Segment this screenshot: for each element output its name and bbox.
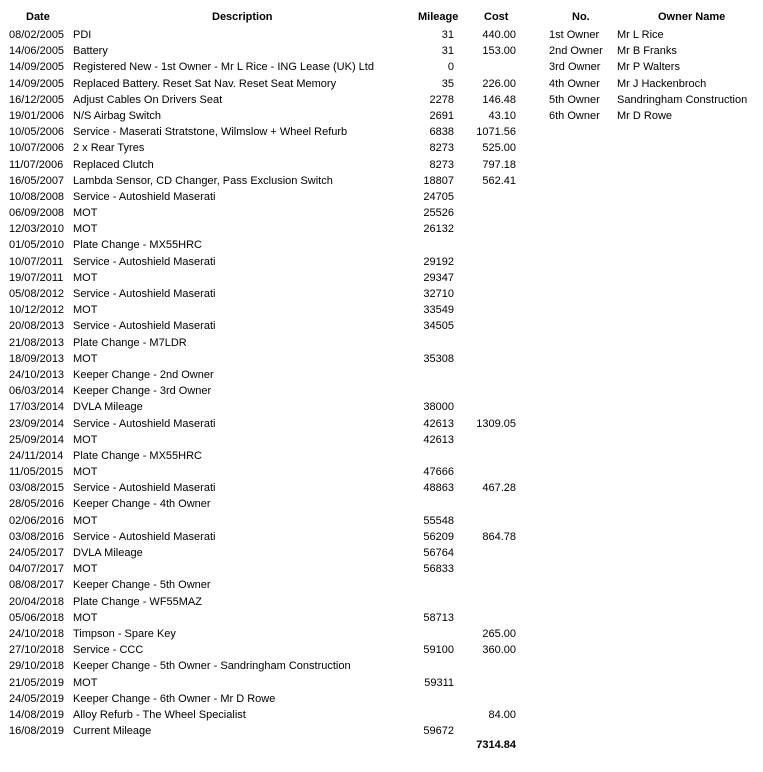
description-cell[interactable]: Plate Change - WF55MAZ <box>73 595 202 608</box>
description-cell[interactable]: DVLA Mileage <box>73 401 143 414</box>
table-row <box>0 205 530 221</box>
cost-cell[interactable]: 226.00 <box>482 77 516 90</box>
owner-row <box>549 27 759 43</box>
date-cell[interactable]: 14/09/2005 <box>9 77 65 90</box>
table-row <box>0 221 530 237</box>
description-cell[interactable]: Battery <box>73 45 108 58</box>
table-row <box>0 545 530 561</box>
owner-row <box>549 108 759 124</box>
mileage-cell[interactable]: 33549 <box>423 304 454 317</box>
description-cell[interactable]: MOT <box>73 433 98 446</box>
owners-table <box>549 27 759 124</box>
description-cell[interactable]: MOT <box>73 271 98 284</box>
date-cell[interactable]: 01/05/2010 <box>9 239 65 252</box>
table-row <box>0 464 530 480</box>
description-cell[interactable]: 2 x Rear Tyres <box>73 142 145 155</box>
date-cell[interactable]: 12/03/2010 <box>9 223 65 236</box>
table-row <box>0 173 530 189</box>
owner-name-cell[interactable]: Sandringham Construction <box>617 93 748 106</box>
mileage-cell[interactable]: 25526 <box>423 207 454 220</box>
cost-cell[interactable]: 265.00 <box>482 627 516 640</box>
owner-name-cell[interactable]: Mr J Hackenbroch <box>617 77 707 90</box>
table-row <box>0 286 530 302</box>
date-cell[interactable]: 06/09/2008 <box>9 207 65 220</box>
date-cell[interactable]: 02/06/2016 <box>9 514 65 527</box>
mileage-cell[interactable]: 24705 <box>423 190 454 203</box>
date-cell[interactable]: 08/08/2017 <box>9 579 65 592</box>
table-row <box>0 691 530 707</box>
description-cell[interactable]: Replaced Clutch <box>73 158 154 171</box>
mileage-cell[interactable]: 32710 <box>423 288 454 300</box>
cost-cell[interactable]: 797.18 <box>482 158 516 171</box>
mileage-cell[interactable]: 47666 <box>423 466 454 479</box>
mileage-cell[interactable]: 2278 <box>429 93 454 106</box>
mileage-cell[interactable]: 31 <box>441 29 454 41</box>
table-row <box>0 496 530 512</box>
mileage-cell[interactable]: 35 <box>441 77 454 90</box>
owner-row <box>549 76 759 92</box>
date-cell[interactable]: 23/09/2014 <box>9 417 65 430</box>
mileage-cell[interactable]: 2691 <box>429 109 454 122</box>
date-cell[interactable]: 24/11/2014 <box>9 449 64 462</box>
date-cell[interactable]: 19/01/2006 <box>9 109 65 122</box>
cost-cell[interactable]: 1309.05 <box>476 417 516 430</box>
date-cell[interactable]: 28/05/2016 <box>9 498 65 511</box>
table-row <box>0 513 530 529</box>
mileage-cell[interactable]: 59672 <box>423 725 454 738</box>
date-cell[interactable]: 16/05/2007 <box>9 174 65 187</box>
table-row <box>0 157 530 173</box>
description-cell[interactable]: Service - Autoshield Maserati <box>73 320 216 333</box>
owner-row <box>549 59 759 75</box>
description-cell[interactable]: MOT <box>73 611 98 624</box>
mileage-cell[interactable]: 59100 <box>423 644 454 657</box>
owner-no-cell[interactable]: 1st Owner <box>549 29 600 41</box>
table-row <box>0 124 530 140</box>
table-row <box>0 675 530 691</box>
table-row <box>0 577 530 593</box>
date-cell[interactable]: 10/08/2008 <box>9 190 65 203</box>
owner-no-cell[interactable]: 6th Owner <box>549 109 600 122</box>
date-cell[interactable]: 14/06/2005 <box>9 45 65 58</box>
mileage-cell[interactable]: 35308 <box>423 352 454 365</box>
mileage-cell[interactable]: 59311 <box>424 676 454 689</box>
description-cell[interactable]: Keeper Change - 3rd Owner <box>73 385 212 398</box>
table-row <box>0 335 530 351</box>
description-cell[interactable]: PDI <box>73 29 92 41</box>
table-row <box>0 480 530 496</box>
date-cell[interactable]: 10/05/2006 <box>9 126 65 139</box>
cost-cell[interactable]: 43.10 <box>488 109 516 122</box>
cost-cell[interactable]: 440.00 <box>482 29 516 41</box>
description-cell[interactable]: N/S Airbag Switch <box>73 109 162 122</box>
date-cell[interactable]: 16/08/2019 <box>9 725 65 738</box>
table-row <box>0 189 530 205</box>
date-cell[interactable]: 05/06/2018 <box>9 611 65 624</box>
date-cell[interactable]: 29/10/2018 <box>9 660 65 673</box>
description-cell[interactable]: Keeper Change - 2nd Owner <box>73 368 214 381</box>
date-cell[interactable]: 19/07/2011 <box>9 271 64 284</box>
table-row <box>0 92 530 108</box>
header-mileage[interactable]: Mileage <box>418 11 459 23</box>
mileage-cell[interactable]: 55548 <box>423 514 454 527</box>
description-cell[interactable]: MOT <box>73 466 98 479</box>
date-cell[interactable]: 17/03/2014 <box>9 401 65 414</box>
mileage-cell[interactable]: 38000 <box>423 401 454 414</box>
date-cell[interactable]: 03/08/2015 <box>9 482 65 495</box>
header-description[interactable]: Description <box>212 11 273 23</box>
description-cell[interactable]: Service - CCC <box>73 644 144 657</box>
description-cell[interactable]: Keeper Change - 4th Owner <box>73 498 211 511</box>
table-row <box>0 432 530 448</box>
date-cell[interactable]: 24/10/2013 <box>9 368 65 381</box>
table-row <box>0 27 530 43</box>
table-row <box>0 43 530 59</box>
mileage-cell[interactable]: 56764 <box>423 547 454 559</box>
table-row <box>0 76 530 92</box>
description-cell[interactable]: Keeper Change - 5th Owner <box>73 579 211 592</box>
mileage-cell[interactable]: 58713 <box>423 611 454 624</box>
cost-cell[interactable]: 153.00 <box>482 45 516 58</box>
owner-no-cell[interactable]: 5th Owner <box>549 93 600 106</box>
table-row <box>0 658 530 674</box>
table-row <box>0 626 530 642</box>
date-cell[interactable]: 27/10/2018 <box>9 644 65 657</box>
description-cell[interactable]: MOT <box>73 207 98 220</box>
owner-row <box>549 92 759 108</box>
description-cell[interactable]: Current Mileage <box>73 725 152 738</box>
description-cell[interactable]: Adjust Cables On Drivers Seat <box>73 93 223 106</box>
date-cell[interactable]: 20/08/2013 <box>9 320 65 333</box>
table-row <box>0 270 530 286</box>
table-row <box>0 610 530 626</box>
mileage-cell[interactable]: 42613 <box>423 417 454 430</box>
table-row <box>0 723 530 739</box>
date-cell[interactable]: 21/08/2013 <box>9 336 65 349</box>
description-cell[interactable]: Alloy Refurb - The Wheel Specialist <box>73 708 246 721</box>
table-row <box>0 416 530 432</box>
date-cell[interactable]: 25/09/2014 <box>9 433 65 446</box>
table-row <box>0 351 530 367</box>
table-row <box>0 594 530 610</box>
cost-cell[interactable]: 360.00 <box>482 644 516 657</box>
description-cell[interactable]: Plate Change - MX55HRC <box>73 449 203 462</box>
date-cell[interactable]: 08/02/2005 <box>9 29 65 41</box>
description-cell[interactable]: MOT <box>73 563 98 576</box>
owner-row <box>549 43 759 59</box>
description-cell[interactable]: DVLA Mileage <box>73 547 143 559</box>
date-cell[interactable]: 11/07/2006 <box>9 158 64 171</box>
mileage-cell[interactable]: 29347 <box>423 271 454 284</box>
mileage-cell[interactable]: 6838 <box>429 126 454 139</box>
table-row <box>0 448 530 464</box>
header-cost[interactable]: Cost <box>484 11 509 23</box>
mileage-cell[interactable]: 18807 <box>423 174 454 187</box>
description-cell[interactable]: Timpson - Spare Key <box>73 627 176 640</box>
total-cost[interactable]: 7314.84 <box>476 739 516 751</box>
date-cell[interactable]: 16/12/2005 <box>9 93 65 106</box>
description-cell[interactable]: MOT <box>73 514 98 527</box>
description-cell[interactable]: Plate Change - M7LDR <box>73 336 187 349</box>
mileage-cell[interactable]: 34505 <box>423 320 454 333</box>
description-cell[interactable]: Service - Maserati Stratstone, Wilmslow + Wheel Refurb <box>73 126 348 139</box>
table-row <box>0 108 530 124</box>
table-row <box>0 707 530 723</box>
mileage-cell[interactable]: 56209 <box>423 530 454 543</box>
table-row <box>0 529 530 545</box>
mileage-cell[interactable]: 0 <box>447 61 454 74</box>
description-cell[interactable]: Lambda Sensor, CD Changer, Pass Exclusion Switch <box>73 174 333 187</box>
description-cell[interactable]: MOT <box>73 352 98 365</box>
date-cell[interactable]: 06/03/2014 <box>9 385 65 398</box>
table-row <box>0 561 530 577</box>
table-row <box>0 318 530 334</box>
table-row <box>0 383 530 399</box>
table-row <box>0 367 530 383</box>
description-cell[interactable]: Keeper Change - 5th Owner - Sandringham Construction <box>73 660 351 673</box>
date-cell[interactable]: 14/08/2019 <box>9 708 65 721</box>
date-cell[interactable]: 20/04/2018 <box>9 595 65 608</box>
table-row <box>0 237 530 253</box>
date-cell[interactable]: 04/07/2017 <box>9 563 65 576</box>
owner-name-cell[interactable]: Mr D Rowe <box>617 109 673 122</box>
cost-cell[interactable]: 84.00 <box>488 708 516 721</box>
description-cell[interactable]: Keeper Change - 6th Owner - Mr D Rowe <box>73 692 276 705</box>
table-row <box>0 642 530 658</box>
description-cell[interactable]: Service - Autoshield Maserati <box>73 288 216 300</box>
table-row <box>0 399 530 415</box>
table-row <box>0 302 530 318</box>
description-cell[interactable]: MOT <box>73 223 98 236</box>
description-cell[interactable]: Service - Autoshield Maserati <box>73 255 216 268</box>
mileage-cell[interactable]: 48863 <box>423 482 454 495</box>
date-cell[interactable]: 03/08/2016 <box>9 530 65 543</box>
mileage-cell[interactable]: 8273 <box>429 158 454 171</box>
date-cell[interactable]: 05/08/2012 <box>9 288 65 300</box>
mileage-cell[interactable]: 8273 <box>429 142 454 155</box>
cost-cell[interactable]: 525.00 <box>482 142 516 155</box>
date-cell[interactable]: 11/05/2015 <box>9 466 64 479</box>
table-row <box>0 59 530 75</box>
header-owner-name[interactable]: Owner Name <box>658 11 726 23</box>
date-cell[interactable]: 24/05/2019 <box>9 692 65 705</box>
owner-no-cell[interactable]: 4th Owner <box>549 77 600 90</box>
date-cell[interactable]: 14/09/2005 <box>9 61 65 74</box>
cost-cell[interactable]: 146.48 <box>482 93 516 106</box>
description-cell[interactable]: Service - Autoshield Maserati <box>73 190 216 203</box>
date-cell[interactable]: 10/07/2006 <box>9 142 65 155</box>
date-cell[interactable]: 21/05/2019 <box>9 676 65 689</box>
table-row <box>0 140 530 156</box>
mileage-cell[interactable]: 26132 <box>423 223 454 236</box>
date-cell[interactable]: 10/12/2012 <box>9 304 65 317</box>
description-cell[interactable]: Plate Change - MX55HRC <box>73 239 203 252</box>
description-cell[interactable]: MOT <box>73 676 98 689</box>
header-owner-no[interactable]: No. <box>572 11 590 23</box>
owner-no-cell[interactable]: 3rd Owner <box>549 61 601 74</box>
owner-name-cell[interactable]: Mr B Franks <box>617 45 677 58</box>
description-cell[interactable]: Registered New - 1st Owner - Mr L Rice - ING Lease (UK) Ltd <box>73 61 374 74</box>
description-cell[interactable]: Service - Autoshield Maserati <box>73 417 216 430</box>
mileage-cell[interactable]: 42613 <box>423 433 454 446</box>
description-cell[interactable]: MOT <box>73 304 98 317</box>
date-cell[interactable]: 24/05/2017 <box>9 547 65 559</box>
date-cell[interactable]: 24/10/2018 <box>9 627 65 640</box>
mileage-cell[interactable]: 31 <box>441 45 454 58</box>
owner-name-cell[interactable]: Mr P Walters <box>617 61 680 74</box>
header-date[interactable]: Date <box>26 11 50 23</box>
service-history-table <box>0 27 530 739</box>
mileage-cell[interactable]: 56833 <box>423 563 454 576</box>
cost-cell[interactable]: 1071.56 <box>476 126 516 139</box>
cost-cell[interactable]: 467.28 <box>482 482 516 495</box>
date-cell[interactable]: 18/09/2013 <box>9 352 65 365</box>
description-cell[interactable]: Replaced Battery. Reset Sat Nav. Reset Seat Memory <box>73 77 337 90</box>
cost-cell[interactable]: 864.78 <box>482 530 516 543</box>
date-cell[interactable]: 10/07/2011 <box>9 255 64 268</box>
owner-name-cell[interactable]: Mr L Rice <box>617 29 664 41</box>
mileage-cell[interactable]: 29192 <box>423 255 454 268</box>
description-cell[interactable]: Service - Autoshield Maserati <box>73 482 216 495</box>
table-row <box>0 254 530 270</box>
owner-no-cell[interactable]: 2nd Owner <box>549 45 603 58</box>
cost-cell[interactable]: 562.41 <box>482 174 516 187</box>
description-cell[interactable]: Service - Autoshield Maserati <box>73 530 216 543</box>
